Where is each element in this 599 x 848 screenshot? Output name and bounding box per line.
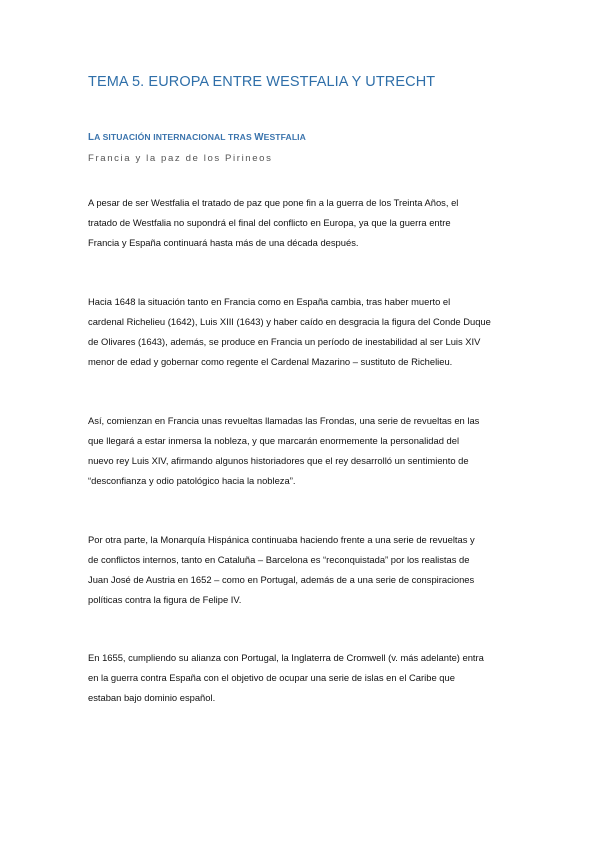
paragraph-line: estaban bajo dominio español. <box>88 692 216 703</box>
paragraph-line: de conflictos internos, tanto en Cataluña – Barcelona es “reconquistada” por los realistas de <box>88 554 470 565</box>
paragraph-line: Francia y España continuará hasta más de una década después. <box>88 237 359 248</box>
section-heading-initial-2: W <box>254 132 264 143</box>
paragraph-line: cardenal Richelieu (1642), Luis XIII (1643) y haber caído en desgracia la figura del Conde Duque <box>88 316 491 327</box>
paragraph-line: menor de edad y gobernar como regente el Cardenal Mazarino – sustituto de Richelieu. <box>88 356 453 367</box>
paragraph-line: Juan José de Austria en 1652 – como en Portugal, además de a una serie de conspiraciones <box>88 574 475 585</box>
paragraph-line: que llegará a estar inmersa la nobleza, y que marcarán enormemente la personalidad del <box>88 435 460 446</box>
paragraph-line: A pesar de ser Westfalia el tratado de paz que pone fin a la guerra de los Treinta Años, el <box>88 197 459 208</box>
paragraph-3 <box>88 411 518 491</box>
section-heading-text-1: A SITUACIÓN INTERNACIONAL TRAS <box>94 132 255 142</box>
paragraph-line: en la guerra contra España con el objetivo de ocupar una serie de islas en el Caribe que <box>88 672 455 683</box>
paragraph-5 <box>88 648 518 708</box>
paragraph-line: Así, comienzan en Francia unas revueltas llamadas las Frondas, una serie de revueltas en las <box>88 415 480 426</box>
section-heading-initial: L <box>88 132 95 143</box>
section-heading <box>88 132 306 143</box>
paragraph-line: nuevo rey Luis XIV, afirmando algunos historiadores que el rey desarrolló un sentimiento de <box>88 455 469 466</box>
paragraph-line: políticas contra la figura de Felipe IV. <box>88 594 242 605</box>
paragraph-line: tratado de Westfalia no supondrá el final del conflicto en Europa, ya que la guerra entre <box>88 217 451 228</box>
paragraph-2 <box>88 292 518 372</box>
paragraph-line: Hacia 1648 la situación tanto en Francia como en España cambia, tras haber muerto el <box>88 296 451 307</box>
paragraph-line: En 1655, cumpliendo su alianza con Portugal, la Inglaterra de Cromwell (v. más adelante) entra <box>88 652 484 663</box>
page-title: TEMA 5. EUROPA ENTRE WESTFALIA Y UTRECHT <box>88 74 436 90</box>
paragraph-line: “desconfianza y odio patológico hacia la nobleza”. <box>88 475 296 486</box>
paragraph-1 <box>88 193 518 253</box>
paragraph-4 <box>88 530 518 610</box>
paragraph-line: Por otra parte, la Monarquía Hispánica continuaba haciendo frente a una serie de revueltas y <box>88 534 475 545</box>
section-heading-text-2: ESTFALIA <box>263 132 306 142</box>
section-subheading: Francia y la paz de los Pirineos <box>88 153 273 164</box>
paragraph-line: de Olivares (1643), además, se produce en Francia un período de inestabilidad al ser Luis XIV <box>88 336 481 347</box>
